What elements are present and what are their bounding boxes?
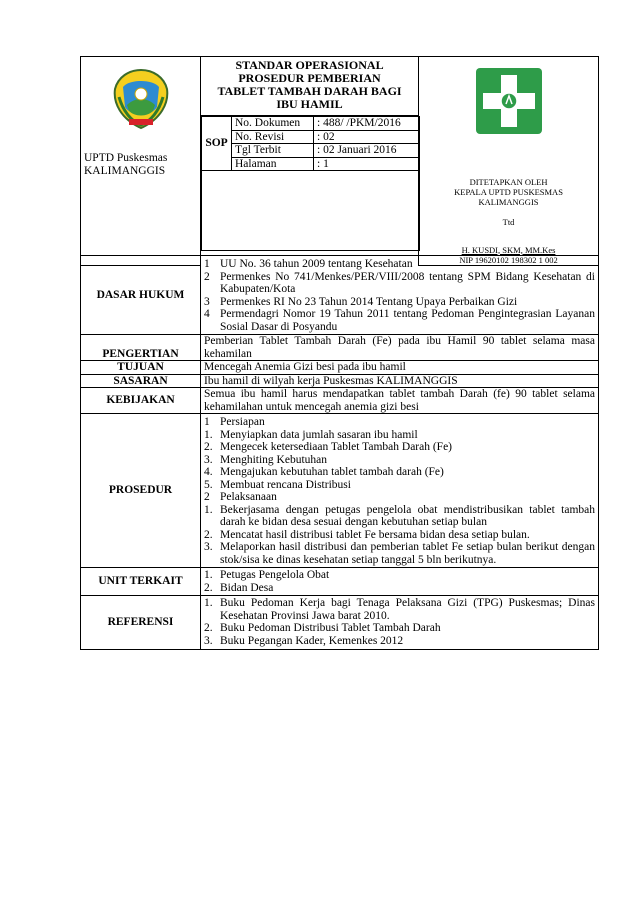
item-number: 3.: [204, 453, 213, 466]
item-number: 2.: [204, 581, 213, 594]
referensi-item: [204, 597, 595, 622]
phase-title: Pelaksanaan: [220, 491, 277, 503]
item-number: 5.: [204, 478, 213, 491]
approval-line3: KALIMANGGIS: [478, 196, 539, 207]
content-tujuan: Mencegah Anemia Gizi besi pada ibu hamil: [201, 361, 599, 375]
prosedur-phase-list: [204, 416, 595, 429]
item-number: 3: [204, 295, 210, 308]
item-number: 1: [204, 258, 210, 270]
referensi-item: [204, 622, 595, 635]
content-kebijakan: Semua ibu hamil harus mendapatkan tablet tambah Darah (fe) 90 tablet selama kehamilahan untuk mencegah anemia gizi besi: [201, 388, 599, 414]
row-tujuan: [81, 361, 599, 375]
meta-key: No. Revisi: [232, 130, 314, 144]
item-text: Bidan Desa: [220, 581, 274, 594]
item-text: Mengajukan kebutuhan tablet tambah darah (Fe): [220, 466, 444, 478]
unit-terkait-item: [204, 582, 595, 595]
item-text: Buku Pedoman Distribusi Tablet Tambah Darah: [220, 622, 441, 634]
content-pengertian: Pemberian Tablet Tambah Darah (Fe) pada ibu Hamil 90 tablet selama masa kehamilan: [201, 335, 599, 361]
item-text: Membuat rencana Distribusi: [220, 478, 351, 491]
item-number: 3.: [204, 634, 213, 647]
dasar-hukum-list: [204, 258, 595, 333]
referensi-item: [204, 635, 595, 648]
sop-block: [201, 116, 419, 265]
item-number: 2.: [204, 528, 213, 541]
regency-emblem-icon: [109, 67, 173, 131]
unit-terkait-item: [204, 569, 595, 582]
dasar-hukum-item: [204, 308, 595, 333]
persiapan-step: [204, 454, 595, 467]
sop-label: SOP: [202, 117, 232, 171]
content-dasar-hukum: [201, 256, 599, 335]
pelaksanaan-step: [204, 541, 595, 566]
persiapan-step: [204, 479, 595, 492]
row-sasaran: [81, 374, 599, 388]
persiapan-step: [204, 466, 595, 479]
pelaksanaan-steps: [204, 504, 595, 567]
dasar-hukum-item: [204, 296, 595, 309]
row-unit-terkait: [81, 568, 599, 596]
label-sasaran: SASARAN: [81, 374, 201, 388]
item-text: Permenkes No 741/Menkes/PER/VIII/2008 tentang SPM Bidang Kesehatan di Kabupaten/Kota: [220, 270, 595, 295]
label-dasar-hukum: DASAR HUKUM: [81, 256, 201, 335]
item-text: Menyiapkan data jumlah sasaran ibu hamil: [220, 428, 418, 441]
content-unit-terkait: [201, 568, 599, 596]
item-text: UU No. 36 tahun 2009 tentang Kesehatan: [220, 258, 413, 270]
row-referensi: [81, 596, 599, 650]
label-tujuan: TUJUAN: [81, 361, 201, 375]
approval-name: H. KUSDI, SKM, MM.Kes: [461, 244, 556, 255]
persiapan-step: [204, 441, 595, 454]
row-dasar-hukum: [81, 256, 599, 335]
label-referensi: REFERENSI: [81, 596, 201, 650]
persiapan-step: [204, 429, 595, 442]
meta-value: : 02 Januari 2016: [314, 144, 420, 158]
item-text: Menghiting Kebutuhan: [220, 453, 327, 466]
item-number: 2: [204, 270, 210, 283]
item-text: Melaporkan hasil distribusi dan pemberian tablet Fe setiap bulan berikut dengan stok/sisa ke dinas kesehatan setiap tanggal 5 bln berikutnya.: [220, 541, 595, 566]
row-kebijakan: [81, 388, 599, 414]
item-number: 3.: [204, 541, 213, 553]
phase-pelaksanaan: [204, 491, 595, 504]
item-number: 4: [204, 308, 210, 320]
prosedur-phase-list-2: [204, 491, 595, 504]
label-kebijakan: KEBIJAKAN: [81, 388, 201, 414]
approval-ttd: Ttd: [502, 216, 515, 227]
meta-key: Halaman: [232, 157, 314, 171]
phase-title: Persiapan: [220, 416, 265, 428]
item-number: 1.: [204, 503, 213, 516]
content-referensi: [201, 596, 599, 650]
persiapan-steps: [204, 429, 595, 492]
sop-meta-table: [201, 116, 420, 251]
item-text: Petugas Pengelola Obat: [220, 569, 330, 581]
approval-line2: KEPALA UPTD PUSKESMAS: [454, 186, 563, 197]
meta-key: Tgl Terbit: [232, 144, 314, 158]
phase-number: 2: [204, 491, 210, 503]
sop-blank: [202, 171, 420, 251]
dasar-hukum-item: [204, 271, 595, 296]
item-text: Bekerjasama dengan petugas pengelola obat mendistribusikan tablet tambah darah ke bidan desa sesuai dengan kebutuhan setiap bulan: [220, 503, 595, 528]
referensi-list: [204, 597, 595, 647]
item-number: 1.: [204, 428, 213, 441]
meta-value: : 1: [314, 157, 420, 171]
label-unit-terkait: UNIT TERKAIT: [81, 568, 201, 596]
item-text: Buku Pegangan Kader, Kemenkes 2012: [220, 634, 404, 647]
pelaksanaan-step: [204, 529, 595, 542]
meta-value: : 488/ /PKM/2016: [314, 117, 420, 131]
doc-title-cell: [201, 57, 419, 116]
unit-terkait-list: [204, 569, 595, 594]
phase-persiapan: [204, 416, 595, 429]
item-text: Mencatat hasil distribusi tablet Fe bersama bidan desa setiap bulan.: [220, 528, 530, 541]
item-number: 1.: [204, 597, 213, 609]
item-text: Permendagri Nomor 19 Tahun 2011 tentang Pedoman Pengintegrasian Layanan Sosial Dasar di Posyandu: [220, 308, 595, 333]
doc-title: STANDAR OPERASIONAL PROSEDUR PEMBERIAN TABLET TAMBAH DARAH BAGI IBU HAMIL: [217, 58, 402, 111]
item-number: 4.: [204, 466, 213, 478]
dasar-hukum-item: [204, 258, 595, 271]
org-name: UPTD Puskesmas KALIMANGGIS: [84, 152, 168, 177]
item-number: 2.: [204, 622, 213, 634]
label-pengertian: PENGERTIAN: [81, 335, 201, 361]
approval-nip: NIP 19620102 198302 1 002: [459, 254, 558, 265]
sop-body-table: [80, 255, 599, 650]
puskesmas-cross-icon: [473, 65, 545, 137]
pelaksanaan-step: [204, 504, 595, 529]
item-number: 1.: [204, 569, 213, 581]
item-number: 2.: [204, 441, 213, 453]
meta-key: No. Dokumen: [232, 117, 314, 131]
content-prosedur: [201, 414, 599, 568]
label-prosedur: PROSEDUR: [81, 414, 201, 568]
item-text: Mengecek ketersediaan Tablet Tambah Darah (Fe): [220, 441, 453, 453]
approval-cell: [419, 57, 599, 266]
approval-line1: DITETAPKAN OLEH: [469, 176, 548, 187]
phase-number: 1: [204, 416, 210, 428]
meta-value: : 02: [314, 130, 420, 144]
item-text: Permenkes RI No 23 Tahun 2014 Tentang Upaya Perbaikan Gizi: [220, 295, 518, 308]
row-prosedur: [81, 414, 599, 568]
item-text: Buku Pedoman Kerja bagi Tenaga Pelaksana Gizi (TPG) Puskesmas; Dinas Kesehatan Provinsi Jawa barat 2010.: [220, 597, 595, 622]
content-sasaran: Ibu hamil di wilyah kerja Puskesmas KALIMANGGIS: [201, 374, 599, 388]
row-pengertian: [81, 335, 599, 361]
